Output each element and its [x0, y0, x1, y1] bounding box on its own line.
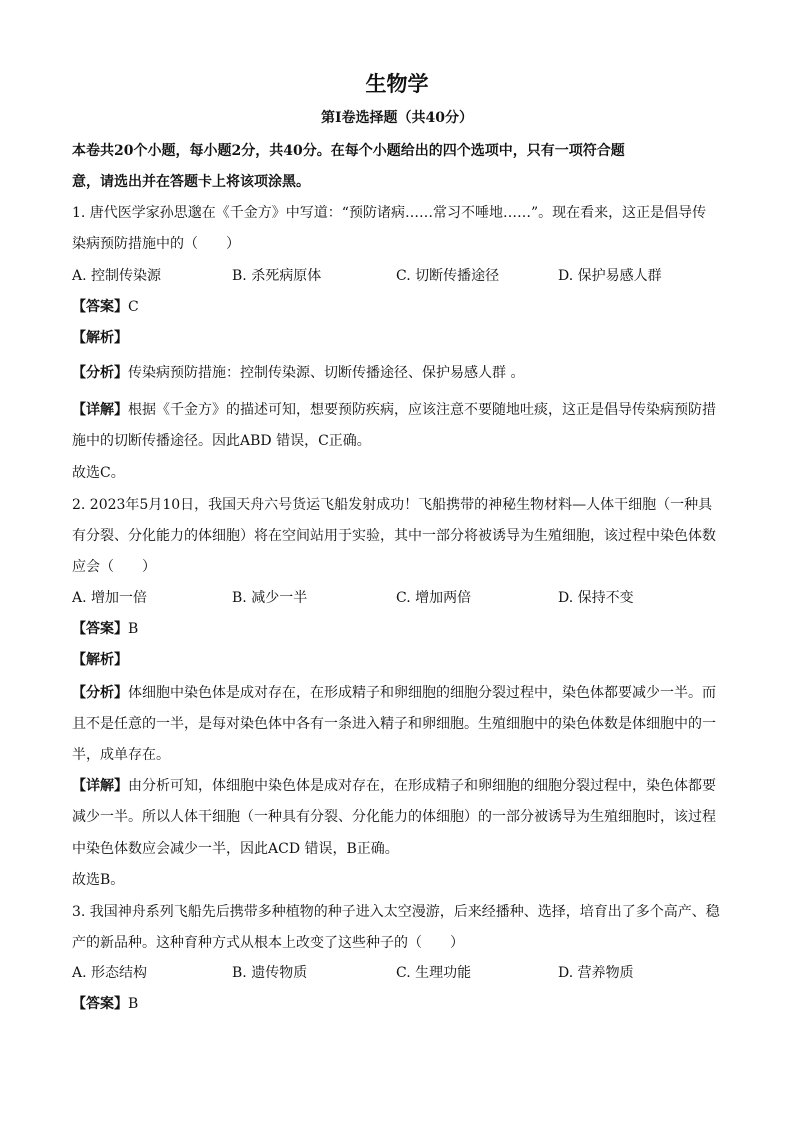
- q2-answer-value: B: [128, 621, 139, 637]
- q3-option-d: D. 营养物质: [558, 965, 634, 981]
- q1-option-a: A. 控制传染源: [72, 268, 162, 284]
- q2-stem-line-3: 应会（ ）: [72, 559, 156, 575]
- q1-fenxi: [72, 362, 724, 382]
- q2-xiangjie-line-3: 中染色体数应会减少一半，因此ACD 错误，B正确。: [72, 841, 399, 857]
- q2-fenxi-line-1: [72, 682, 724, 702]
- q1-answer-value: C: [128, 299, 139, 315]
- q1-stem-line-2: 染病预防措施中的（ ）: [72, 236, 240, 252]
- q1-option-b: B. 杀死病原体: [232, 268, 322, 284]
- q3-option-a: A. 形态结构: [72, 965, 148, 981]
- q2-option-a: A. 增加一倍: [72, 590, 148, 606]
- q2-stem-line-2: 有分裂、分化能力的体细胞）将在空间站用于实验，其中一部分将被诱导为生殖细胞，该过程中染色体数: [72, 528, 716, 544]
- q3-option-b: B. 遗传物质: [232, 965, 308, 981]
- q2-option-c: C. 增加两倍: [396, 590, 472, 606]
- q3-option-c: C. 生理功能: [396, 965, 472, 981]
- answer-tag: 【答案】: [72, 621, 128, 637]
- q2-xiangjie-line-1: [72, 775, 724, 795]
- q1-xiangjie-text-1: 根据《千金方》的描述可知，想要预防疾病，应该注意不要随地吐痰，这正是倡导传染病预防措: [128, 402, 716, 418]
- fenxi-tag: 【分析】: [72, 685, 128, 701]
- page-title: 生物学: [365, 71, 429, 96]
- q1-xiangjie-line-1: [72, 399, 724, 419]
- q2-fenxi-line-2: 且不是任意的一半，是每对染色体中各有一条进入精子和卵细胞。生殖细胞中的染色体数是体细胞中的一: [72, 716, 716, 732]
- analysis-tag: 【解析】: [72, 330, 128, 346]
- instructions-line-1: 本卷共20个小题，每小题2分，共40分。在每个小题给出的四个选项中，只有一项符合题: [72, 143, 625, 159]
- fenxi-tag: 【分析】: [72, 365, 128, 381]
- q3-stem-line-2: 产的新品种。这种育种方式从根本上改变了这些种子的（ ）: [72, 935, 464, 951]
- q1-fenxi-text: 传染病预防措施：控制传染源、切断传播途径、保护易感人群 。: [128, 365, 525, 381]
- q1-option-c: C. 切断传播途径: [396, 268, 500, 284]
- q2-analysis-tag: [72, 649, 128, 669]
- xiangjie-tag: 【详解】: [72, 402, 128, 418]
- q2-conclusion: 故选B。: [72, 872, 125, 888]
- q1-answer: [72, 296, 139, 316]
- q2-fenxi-line-3: 半，成单存在。: [72, 747, 170, 763]
- q2-xiangjie-text-1: 由分析可知，体细胞中染色体是成对存在，在形成精子和卵细胞的细胞分裂过程中，染色体都要: [128, 778, 716, 794]
- q3-answer: [72, 993, 138, 1013]
- q3-answer-value: B: [128, 996, 139, 1012]
- q2-xiangjie-line-2: 减少一半。所以人体干细胞（一种具有分裂、分化能力的体细胞）的一部分被诱导为生殖细胞时，该过程: [72, 809, 716, 825]
- q1-analysis-tag: [72, 327, 128, 347]
- q2-answer: [72, 618, 138, 638]
- instructions-line-2: 意，请选出并在答题卡上将该项涂黑。: [72, 174, 310, 190]
- q2-option-b: B. 减少一半: [232, 590, 308, 606]
- answer-tag: 【答案】: [72, 996, 128, 1012]
- section-title: 第I卷选择题（共40分）: [320, 110, 474, 126]
- q1-xiangjie-line-2: 施中的切断传播途径。因此ABD 错误，C正确。: [72, 433, 371, 449]
- q3-stem-line-1: 3. 我国神舟系列飞船先后携带多种植物的种子进入太空漫游，后来经播种、选择，培育出了多个高产、稳: [72, 904, 720, 920]
- analysis-tag: 【解析】: [72, 652, 128, 668]
- q2-option-d: D. 保持不变: [558, 590, 634, 606]
- q2-stem-line-1: 2. 2023年5月10日，我国天舟六号货运飞船发射成功！飞船携带的神秘生物材料—人体干细胞（一种具: [72, 497, 713, 513]
- q1-option-d: D. 保护易感人群: [558, 268, 662, 284]
- q1-conclusion: 故选C。: [72, 465, 125, 481]
- q1-stem-line-1: 1. 唐代医学家孙思邈在《千金方》中写道：“预防诸病……常习不唾地……”。现在看来，这正是倡导传: [72, 205, 707, 221]
- q2-fenxi-text-1: 体细胞中染色体是成对存在，在形成精子和卵细胞的细胞分裂过程中，染色体都要减少一半。而: [128, 685, 716, 701]
- xiangjie-tag: 【详解】: [72, 778, 128, 794]
- answer-tag: 【答案】: [72, 299, 128, 315]
